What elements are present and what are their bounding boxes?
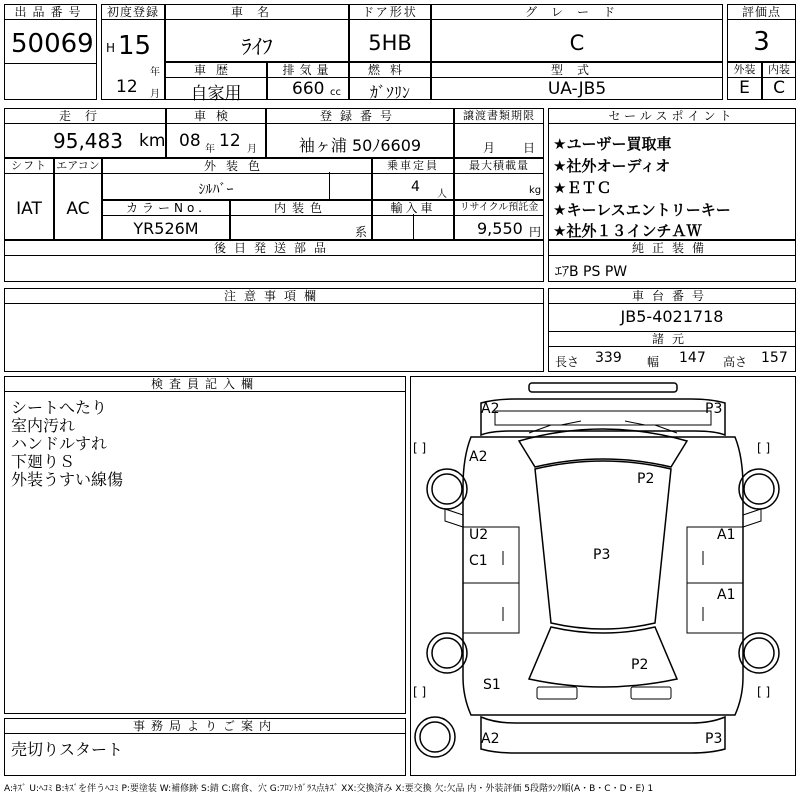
mark-left-front-door-c: C1 <box>469 553 488 569</box>
grade-header: グレード <box>431 4 723 20</box>
transfer-doc-box <box>454 108 544 158</box>
ext-color-header: 外装色 <box>102 158 372 174</box>
displacement-unit: cc <box>330 87 341 98</box>
notes-box <box>4 288 544 372</box>
displacement-box <box>267 62 349 100</box>
body-outline <box>463 437 743 715</box>
int-color-header: 内装色 <box>230 200 372 216</box>
mark-rear-right: P3 <box>705 731 723 747</box>
max-load-unit: kg <box>529 185 542 196</box>
interior-box <box>762 62 796 100</box>
first-reg-header: 初度登録 <box>101 4 165 20</box>
import-box <box>372 200 454 240</box>
notes-header: 注意事項欄 <box>4 288 544 304</box>
recycle-value: 9,550 <box>477 219 523 238</box>
mileage-unit: km <box>139 131 166 151</box>
year-unit: 年 <box>150 67 160 78</box>
history-header: 車歴 <box>165 62 267 78</box>
mark-bonnet-left: A2 <box>469 449 488 465</box>
office-header: 事務局よりご案内 <box>4 718 406 734</box>
color-no-box <box>102 200 230 240</box>
displacement-header: 排気量 <box>267 62 349 78</box>
office-box <box>4 718 406 776</box>
height-label: 高さ <box>723 355 748 369</box>
mark-right-front-door: A1 <box>717 527 736 543</box>
length-label: 長さ <box>555 355 580 369</box>
score-box <box>727 4 796 62</box>
fuel-box <box>349 62 431 100</box>
reg-no-header: 登録番号 <box>266 108 454 124</box>
import-divider <box>413 214 414 240</box>
sales-point-1: ★ユーザー買取車 <box>553 135 672 153</box>
door-value: 5HB <box>368 31 412 55</box>
model-box <box>431 62 723 100</box>
grade-box <box>431 4 723 62</box>
mark-left-rear: S1 <box>483 677 501 693</box>
inspection-header: 車検 <box>166 108 266 124</box>
mark-right-rear-door: A1 <box>717 587 736 603</box>
car-diagram <box>411 377 795 775</box>
rear-right-wheel <box>739 633 779 673</box>
model-value: UA-JB5 <box>547 79 607 99</box>
insp-year-unit: 年 <box>205 144 215 155</box>
import-header: 輸入車 <box>372 200 454 216</box>
inspection-box <box>166 108 266 158</box>
inspector-note-4: 下廻りＳ <box>11 452 76 471</box>
sales-points-box <box>548 108 796 240</box>
insp-month-unit: 月 <box>247 144 257 155</box>
exterior-header: 外装 <box>727 62 762 78</box>
office-note: 売切りスタート <box>11 740 124 759</box>
aircon-value: AC <box>66 199 90 219</box>
int-color-unit: 系 <box>355 225 368 239</box>
month-unit: 月 <box>150 89 160 100</box>
lot-number-header: 出品番号 <box>4 4 97 20</box>
inspector-note-2: 室内汚れ <box>11 416 76 435</box>
capacity-value: 4 <box>411 179 420 195</box>
front-right-wheel <box>739 469 779 509</box>
rear-right-wheel-inner <box>744 638 774 668</box>
footer-legend: A:ｷｽﾞ U:ﾍｺﾐ B:ｷｽﾞを伴うﾍｺﾐ P:要塗装 W:補修跡 S:錆 C:腐食、穴 G:ﾌﾛﾝﾄｶﾞﾗｽ点ｷｽﾞ XX:交換済み X:要交換 欠:欠品 内・外装評価 5段階ﾗﾝｸ順(A・B・C・D・E) 1 <box>4 784 654 794</box>
inspector-note-3: ハンドルすれ <box>11 434 108 453</box>
insp-year: 08 <box>179 131 201 151</box>
mileage-header: 走行 <box>4 108 166 124</box>
car-name-header: 車名 <box>165 4 349 20</box>
car-name-box <box>165 4 349 62</box>
era-value: H <box>106 41 116 55</box>
mark-tailgate: P2 <box>631 657 649 673</box>
later-parts-box <box>4 240 544 282</box>
mileage-value: 95,483 <box>53 129 123 153</box>
left-bracket: [ ] <box>413 441 427 455</box>
height-value: 157 <box>761 350 788 366</box>
chassis-header: 車台番号 <box>548 288 796 304</box>
shift-value: IAT <box>16 199 42 219</box>
rear-window <box>529 627 677 687</box>
sales-point-5: ★社外１３インチＡＷ <box>553 222 702 240</box>
left-rear-door <box>463 583 519 633</box>
max-load-header: 最大積載量 <box>454 158 544 174</box>
front-right-wheel-inner <box>744 474 774 504</box>
spare-tire <box>415 717 455 757</box>
displacement-value: 660 <box>292 79 325 99</box>
transfer-doc-header: 譲渡書類期限 <box>454 108 544 124</box>
model-header: 型式 <box>431 62 723 78</box>
first-reg-box <box>101 4 165 100</box>
mileage-box <box>4 108 166 158</box>
capacity-unit: 人 <box>437 189 447 200</box>
grade-value: C <box>569 31 585 55</box>
score-value: 3 <box>753 27 770 57</box>
history-value: 自家用 <box>190 84 242 104</box>
mark-rear-left: A2 <box>481 731 500 747</box>
inspector-header: 検査員記入欄 <box>4 376 406 392</box>
right-mirror <box>743 509 761 527</box>
inspector-note-1: シートへたり <box>11 398 108 417</box>
transfer-month-unit: 月 <box>483 141 496 155</box>
ext-color-divider <box>329 172 330 200</box>
later-parts-header: 後日発送部品 <box>4 240 544 256</box>
ext-color-value: ｼﾙﾊﾞｰ <box>198 182 234 198</box>
length-value: 339 <box>595 350 622 366</box>
sales-point-4: ★キーレスエントリーキー <box>553 201 731 219</box>
rear-plate-2 <box>631 687 671 699</box>
top-bar <box>529 383 677 392</box>
rear-left-wheel <box>427 633 467 673</box>
sales-point-2: ★社外オーディオ <box>553 157 671 175</box>
spare-tire-inner <box>420 722 450 752</box>
right-bracket: [ ] <box>757 441 771 455</box>
ext-color-box <box>102 158 372 200</box>
exterior-value: E <box>739 78 750 98</box>
car-name-value: ﾗｲﾌ <box>241 35 273 59</box>
chassis-box <box>548 288 796 372</box>
max-load-box <box>454 158 544 200</box>
std-equip-header: 純正装備 <box>548 240 796 256</box>
shift-box <box>4 158 54 240</box>
capacity-header: 乗車定員 <box>372 158 454 174</box>
std-equip-value: ｴｱB PS PW <box>555 264 628 280</box>
first-reg-year: 15 <box>118 31 152 61</box>
std-equip-box <box>548 240 796 282</box>
left-bracket-rear: [ ] <box>413 685 427 699</box>
recycle-header: リサイクル預託金 <box>454 200 544 216</box>
right-bracket-rear: [ ] <box>757 685 771 699</box>
front-bumper-inner <box>495 411 711 425</box>
lot-divider <box>4 63 97 64</box>
inspector-note-5: 外装うすい線傷 <box>11 470 124 489</box>
fuel-header: 燃料 <box>349 62 431 78</box>
interior-header: 内装 <box>762 62 796 78</box>
first-reg-month: 12 <box>116 77 138 97</box>
inspector-box <box>4 376 406 714</box>
interior-value: C <box>773 78 785 98</box>
color-no-header: カラーNo. <box>102 200 230 216</box>
sales-points-header: セールスポイント <box>548 108 796 124</box>
left-mirror <box>445 509 463 527</box>
shift-header: シフト <box>4 158 54 174</box>
rear-plate <box>537 687 577 699</box>
reg-no-box <box>266 108 454 158</box>
mark-left-front-door-u: U2 <box>469 527 489 543</box>
capacity-box <box>372 158 454 200</box>
sales-point-3: ★ＥＴＣ <box>553 179 612 197</box>
recycle-box <box>454 200 544 240</box>
front-left-wheel-inner <box>432 474 462 504</box>
rear-left-wheel-inner <box>432 638 462 668</box>
car-diagram-box <box>410 376 796 776</box>
mark-front-right: P3 <box>705 401 723 417</box>
mark-roof: P3 <box>593 547 611 563</box>
chassis-value: JB5-4021718 <box>620 307 724 326</box>
door-header: ドア形状 <box>349 4 431 20</box>
lot-number-box <box>4 4 97 100</box>
rear-bumper <box>481 717 725 753</box>
width-value: 147 <box>679 350 706 366</box>
dims-header: 諸元 <box>548 331 796 347</box>
int-color-box <box>230 200 372 240</box>
reg-no-value: 袖ヶ浦 50ﾉ6609 <box>298 136 422 155</box>
recycle-unit: 円 <box>529 225 542 239</box>
front-left-wheel <box>427 469 467 509</box>
width-label: 幅 <box>647 355 660 369</box>
color-no-value: YR526M <box>133 219 199 238</box>
aircon-header: エアコン <box>54 158 102 174</box>
lot-number-value: 50069 <box>11 29 94 59</box>
aircon-box <box>54 158 102 240</box>
transfer-day-unit: 日 <box>523 141 536 155</box>
insp-month: 12 <box>219 131 241 151</box>
exterior-box <box>727 62 762 100</box>
fuel-value: ｶﾞｿﾘﾝ <box>369 83 410 102</box>
mark-bonnet: P2 <box>637 471 655 487</box>
mark-front-left: A2 <box>481 401 500 417</box>
score-header: 評価点 <box>727 4 796 20</box>
history-box <box>165 62 267 104</box>
door-box <box>349 4 431 62</box>
